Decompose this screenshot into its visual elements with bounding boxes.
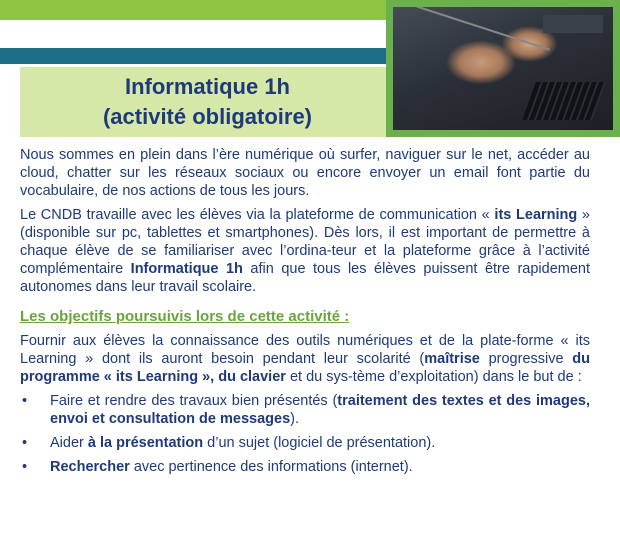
- list-item: [20, 458, 590, 476]
- list-item-bold: traitement des textes et des images, envoi et consultation de messages: [50, 393, 590, 427]
- cndb-paragraph: [20, 206, 590, 296]
- obj-text-2: progressive: [479, 351, 573, 367]
- photo-frame: [386, 0, 620, 137]
- bullet-icon: •: [22, 393, 28, 409]
- obj-bold-2: du programme « its Learning », du clavier: [20, 351, 590, 385]
- page-title: Informatique 1h: [124, 74, 290, 99]
- bullet-icon: •: [22, 459, 28, 475]
- list-item-text: Faire et rendre des travaux bien présentés (: [50, 393, 338, 409]
- page-subtitle: (activité obligatoire): [102, 104, 313, 129]
- photo-cable: [416, 7, 550, 51]
- obj-text-3: et du sys-tème d’exploitation) dans le but de :: [285, 369, 582, 385]
- objectives-heading: Les objectifs poursuivis lors de cette activité :: [20, 308, 350, 325]
- cndb-text-2: » (disponible sur pc, tablettes et smartphones). Dès lors, il est important de permettre à chaque élève de se familiariser avec l’ordina-teur et la plateforme grâce à l’activité complémentaire: [20, 207, 590, 277]
- photo-monitor: [543, 15, 603, 33]
- cndb-text-3: afin que tous les élèves puissent être rapidement autonomes dans leur travail scolaire.: [20, 261, 590, 295]
- list-item-text: Aider: [50, 435, 88, 451]
- title-box: [20, 67, 395, 137]
- objectives-paragraph: [20, 332, 590, 386]
- photo-keyboard: [522, 82, 606, 120]
- obj-text-1: Fournir aux élèves la connaissance des outils numériques et de la plate-forme « its Learning » dont ils auront besoin pendant leur scolarité (: [20, 333, 590, 367]
- keyboard-hands-photo: [393, 7, 613, 130]
- list-item: [20, 434, 590, 452]
- cndb-bold-platform: its Learning: [494, 207, 578, 223]
- list-item-bold: Rechercher: [50, 459, 130, 475]
- list-item-bold: à la présentation: [87, 435, 204, 451]
- list-item-text: ).: [290, 411, 299, 427]
- cndb-bold-activity: Informatique 1h: [130, 261, 243, 277]
- list-item: [20, 392, 590, 428]
- bullet-icon: •: [22, 435, 28, 451]
- list-item-text: avec pertinence des informations (internet).: [129, 459, 413, 475]
- objectives-list: [20, 392, 590, 476]
- cndb-text-1: Le CNDB travaille avec les élèves via la plateforme de communication «: [20, 207, 495, 223]
- article-body: [20, 146, 590, 482]
- intro-paragraph: Nous sommes en plein dans l’ère numérique où surfer, naviguer sur le net, accéder au cloud, chatter sur les réseaux sociaux ou encore envoyer un email font partie du vocabulaire, de nos actions de tous les jours.: [20, 147, 590, 199]
- obj-bold-1: maîtrise: [424, 351, 480, 367]
- list-item-text: d’un sujet (logiciel de présentation).: [203, 435, 436, 451]
